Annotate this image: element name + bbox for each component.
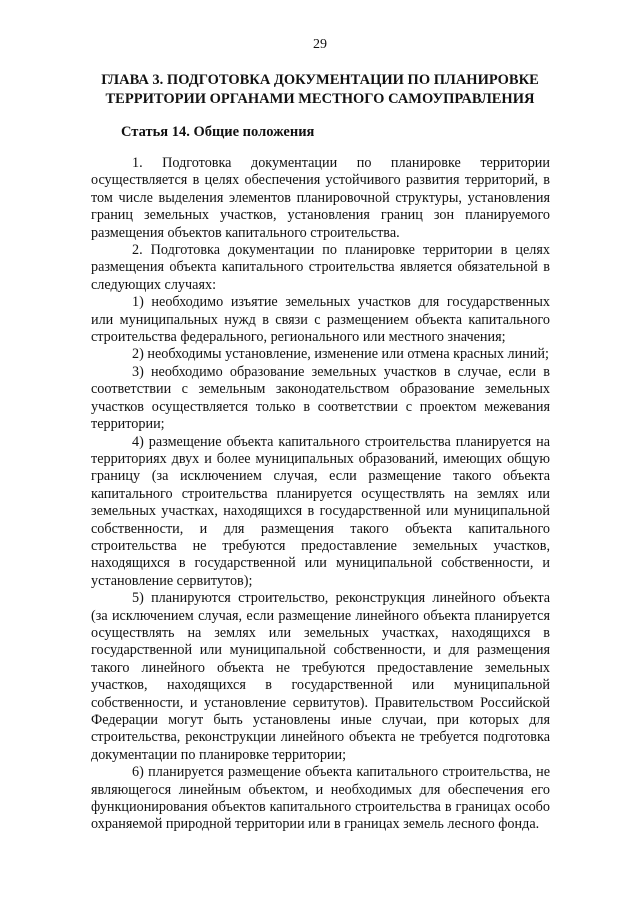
chapter-title: ГЛАВА 3. ПОДГОТОВКА ДОКУМЕНТАЦИИ ПО ПЛАНИРОВКЕ ТЕРРИТОРИИ ОРГАНАМИ МЕСТНОГО САМОУПРАВЛЕНИЯ (101, 72, 539, 107)
list-item-5: 5) планируются строительство, реконструкция линейного объекта (за исключением случая, если размещение линейного объекта планируется осуществлять на землях или земельных участках, находящихся в государственной или муниципальной собственности, и для размещения такого линейного объекта не требуются предоставление земельных участков, находящихся в государственной или муниципальной собственности, и установление сервитутов). Правительством Российской Федерации могут быть установлены иные случаи, при которых для строительства, реконструкции линейного объекта не требуется подготовка документации по планировке территории; (91, 590, 550, 763)
list-item-6: 6) планируется размещение объекта капитального строительства, не являющегося линейным объектом, и необходимых для обеспечения его функционирования объектов капитального строительства в границах особо охраняемой природной территории или в границах земель лесного фонда. (91, 764, 550, 833)
list-item-3: 3) необходимо образование земельных участков в случае, если в соответствии с земельным законодательством образование земельных участков осуществляется только в соответствии с проектом межевания территории; (91, 363, 550, 433)
list-item-1: 1) необходимо изъятие земельных участков для государственных или муниципальных нужд в связи с размещением объекта капитального строительства федерального, регионального или местного значения; (91, 294, 550, 346)
list-item-2: 2) необходимы установление, изменение или отмена красных линий; (132, 346, 549, 363)
paragraph-1: 1. Подготовка документации по планировке территории осуществляется в целях обеспечения устойчивого развития территорий, в том числе выделения элементов планировочной структуры, установления границ земельных участков, установления границ зон планируемого размещения объектов капитального строительства. (91, 155, 550, 241)
paragraph-2: 2. Подготовка документации по планировке территории в целях размещения объекта капитального строительства является обязательной в следующих случаях: (91, 242, 550, 293)
page-number: 29 (313, 37, 327, 52)
article-title: Статья 14. Общие положения (121, 124, 315, 140)
list-item-4: 4) размещение объекта капитального строительства планируется на территориях двух и более муниципальных образований, имеющих общую границу (за исключением случая, если размещение такого объекта капитального строительства планируется осуществлять на землях или земельных участках, находящихся в государственной или муниципальной собственности, и для размещения такого объекта капитального строительства не требуются предоставление земельных участков, находящихся в государственной или муниципальной собственности, и установление сервитутов); (91, 433, 550, 589)
article-body (91, 155, 550, 834)
